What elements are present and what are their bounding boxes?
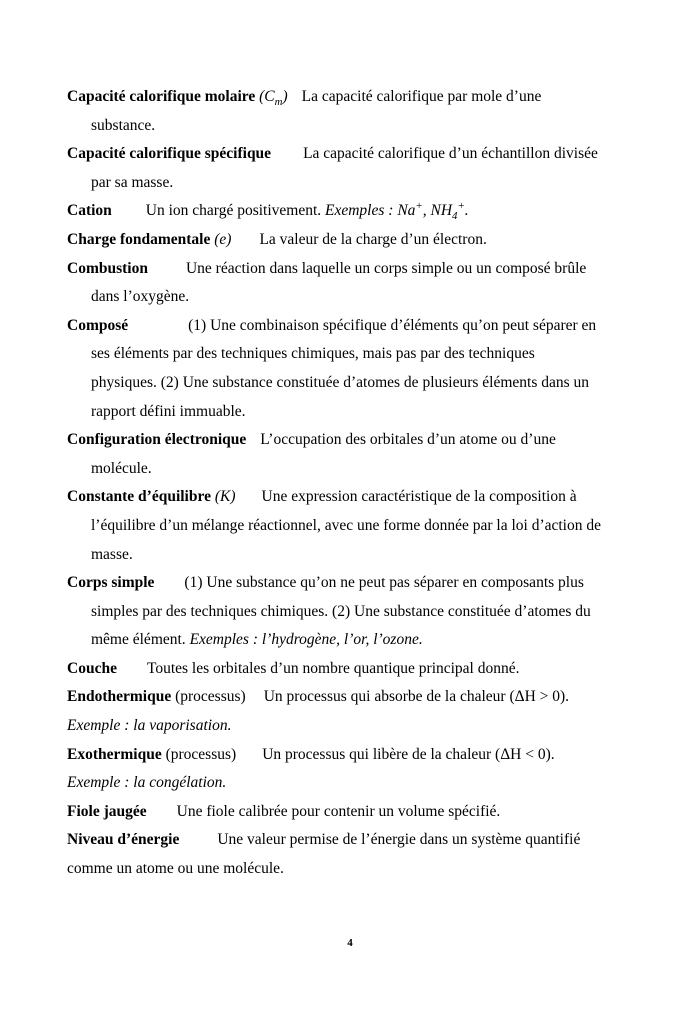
definition-cont: ses éléments par des techniques chimiques, mais pas par des techniques	[91, 345, 535, 363]
example: Exemples : Na+, $NH_4^+$.	[325, 200, 469, 223]
entry-couche	[67, 655, 635, 684]
definition: (1) Une combinaison spécifique d’éléments qu’on peut séparer en	[188, 316, 597, 334]
entry-endothermique	[67, 683, 635, 740]
entry-charge-fondamentale	[67, 226, 635, 255]
entry-combustion	[67, 255, 635, 312]
term: Exothermique (processus)	[67, 745, 237, 763]
definition: Une réaction dans laquelle un corps simple ou un composé brûle	[185, 259, 587, 277]
definition-cont: substance.	[91, 116, 156, 134]
entry-configuration-electronique	[67, 426, 635, 483]
entry-niveau-energie	[67, 826, 635, 883]
entry-fiole-jaugee	[67, 798, 635, 827]
definition: Une valeur permise de l’énergie dans un système quantifié	[217, 831, 581, 849]
definition: Une expression caractéristique de la composition à	[261, 488, 577, 506]
definition: La capacité calorifique d’un échantillon divisée	[303, 145, 598, 163]
term: Endothermique (processus)	[67, 688, 246, 706]
term: Corps simple	[67, 574, 155, 592]
definition-cont: molécule.	[91, 459, 152, 477]
entry-compose	[67, 312, 635, 426]
term: Couche	[67, 659, 117, 677]
entry-constante-equilibre	[67, 483, 635, 569]
definition: Toutes les orbitales d’un nombre quantique principal donné.	[146, 659, 520, 677]
term: Constante d’équilibre (K)	[67, 488, 236, 506]
term: Composé	[67, 316, 129, 334]
definition: Un processus qui absorbe de la chaleur (ΔH > 0).	[263, 688, 570, 706]
entry-cation	[67, 197, 635, 226]
definition: (1) Une substance qu’on ne peut pas séparer en composants plus	[184, 574, 584, 592]
example: Exemple : la congélation.	[67, 774, 227, 792]
example: Exemples : l’hydrogène, l’or, l’ozone.	[189, 631, 423, 649]
definition: Un processus qui libère de la chaleur (ΔH < 0).	[262, 745, 555, 763]
definition: Une fiole calibrée pour contenir un volume spécifié.	[176, 802, 501, 820]
definition-cont: comme un atome ou une molécule.	[67, 860, 284, 878]
entry-capacite-specifique	[67, 140, 635, 197]
term: Configuration électronique	[67, 431, 247, 449]
definition: La capacité calorifique par mole d’une	[301, 88, 542, 105]
glossary	[67, 83, 635, 884]
term: Charge fondamentale (e)	[67, 230, 232, 248]
example: Exemple : la vaporisation.	[67, 717, 232, 735]
definition-cont: même élément. Exemples : l’hydrogène, l’or, l’ozone.	[91, 631, 423, 649]
term: Cation	[67, 202, 112, 220]
definition-cont: masse.	[91, 545, 133, 563]
term: Combustion	[67, 259, 148, 277]
definition-cont: dans l’oxygène.	[91, 288, 190, 306]
definition: La valeur de la charge d’un électron.	[259, 230, 487, 248]
definition: L’occupation des orbitales d’un atome ou d’une	[260, 431, 556, 449]
definition-cont: physiques. (2) Une substance constituée d’atomes de plusieurs éléments dans un	[91, 373, 590, 391]
definition-cont: rapport défini immuable.	[91, 402, 246, 420]
definition-cont: simples par des techniques chimiques. (2) Une substance constituée d’atomes du	[91, 602, 591, 620]
page-number: 4	[347, 937, 353, 949]
term: Niveau d’énergie	[67, 831, 180, 849]
term: Capacité calorifique molaire $(C_m)$	[67, 88, 288, 109]
definition: Un ion chargé positivement.	[145, 202, 322, 220]
entry-corps-simple	[67, 569, 635, 655]
term: Capacité calorifique spécifique	[67, 145, 272, 163]
definition-cont: par sa masse.	[91, 173, 174, 191]
definition-cont: l’équilibre d’un mélange réactionnel, avec une forme donnée par la loi d’action de	[91, 516, 601, 534]
entry-exothermique	[67, 741, 635, 798]
entry-capacite-molaire	[67, 83, 635, 140]
term: Fiole jaugée	[67, 802, 147, 820]
